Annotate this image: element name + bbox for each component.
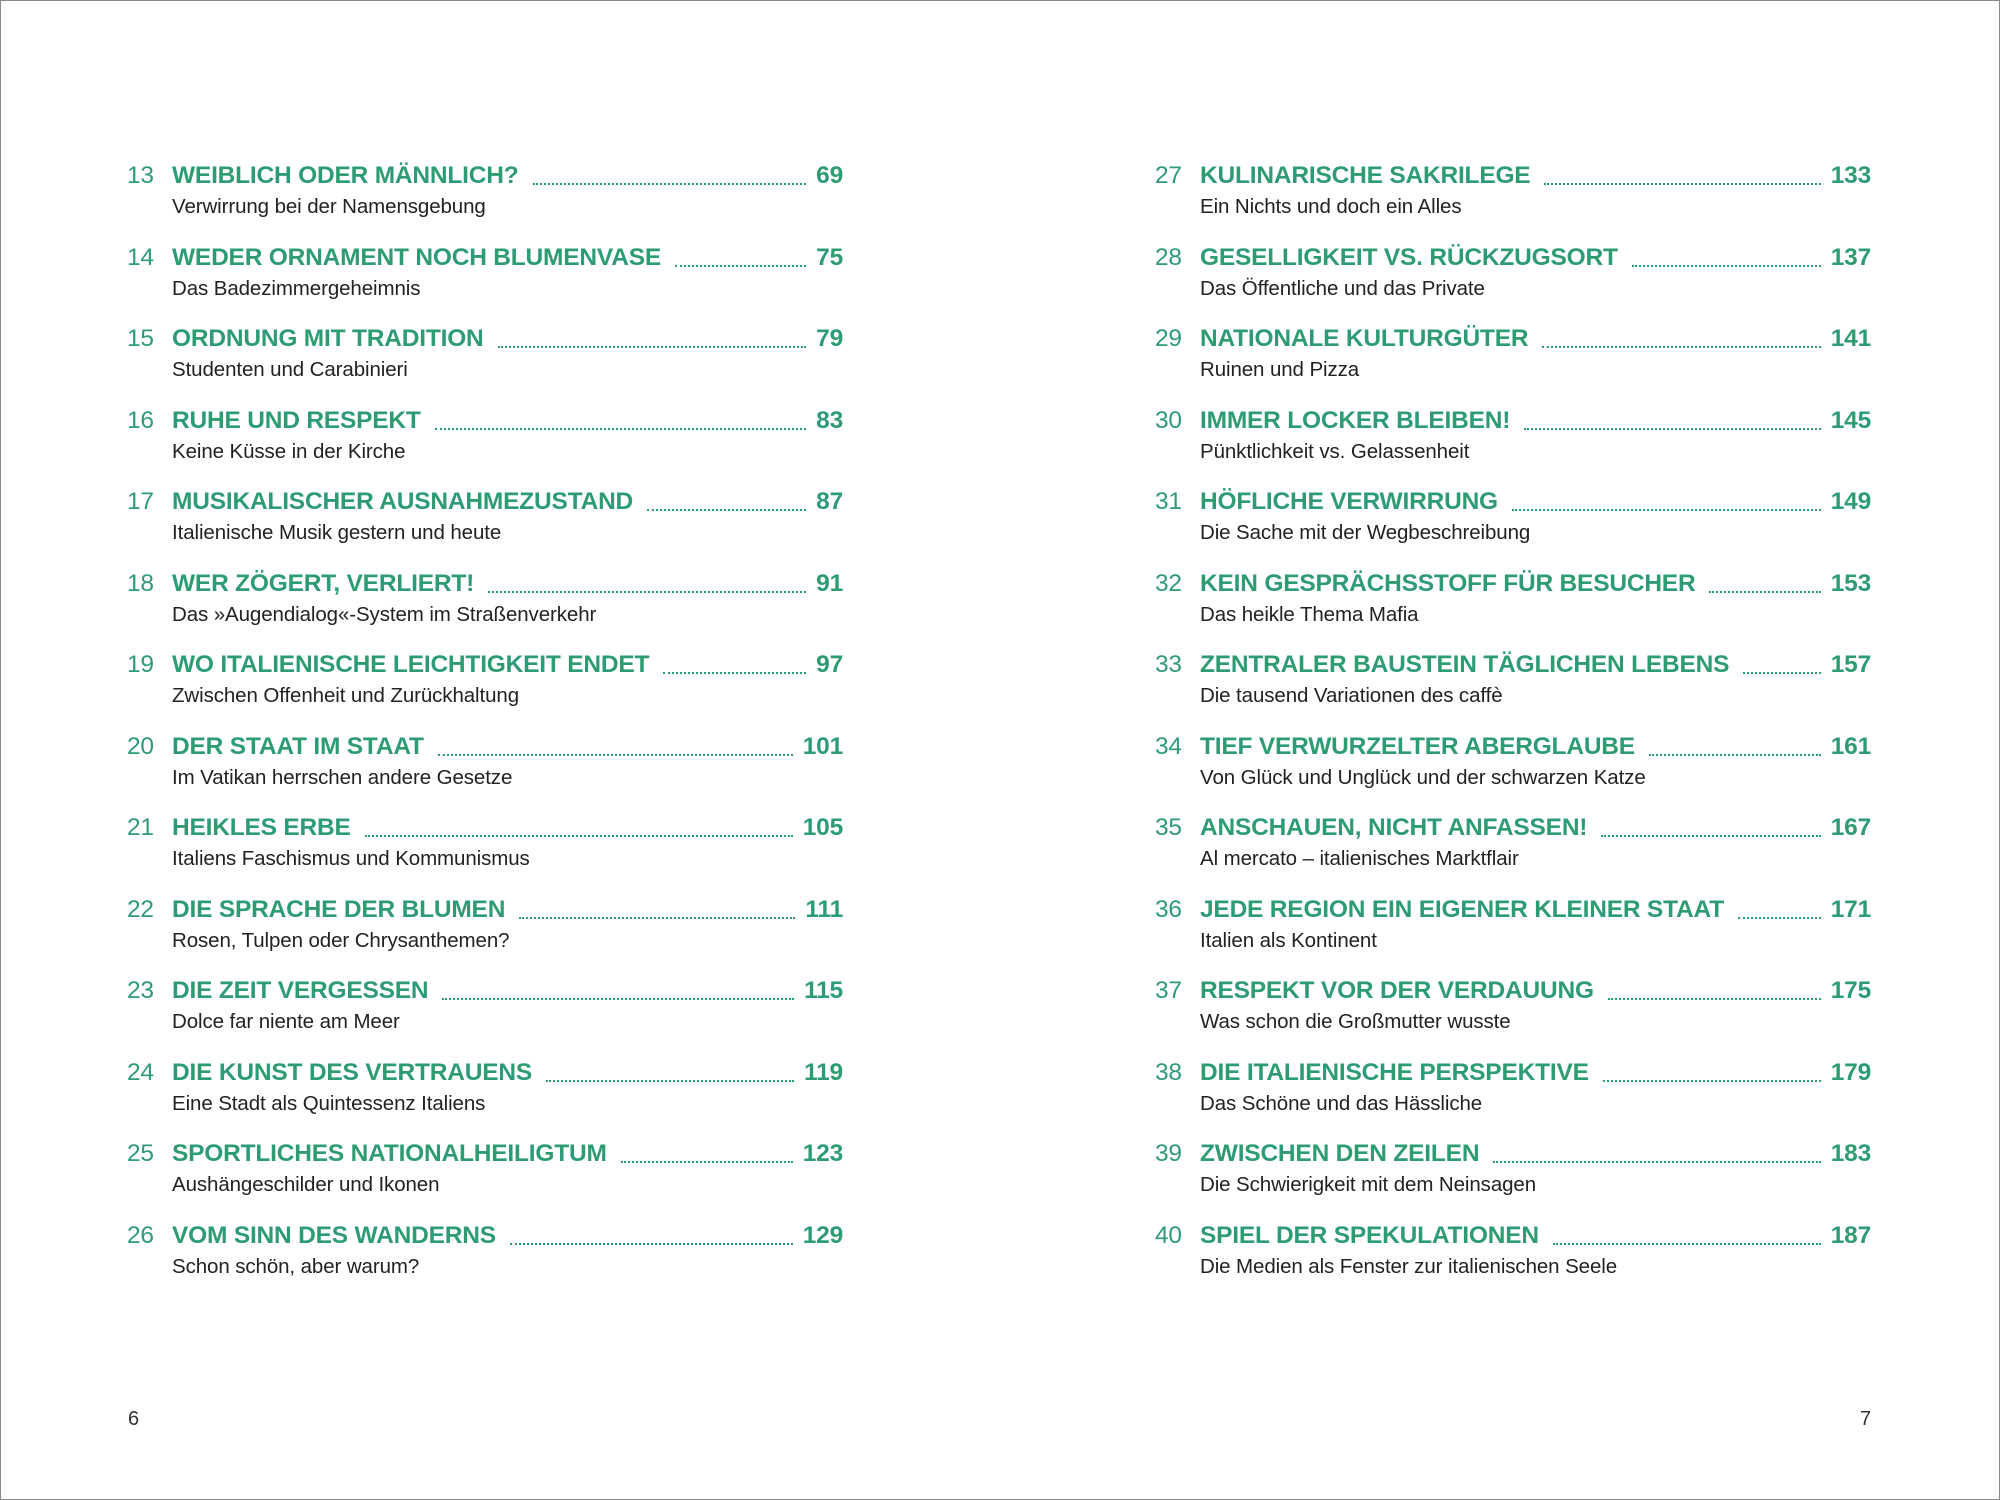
leader-dots: [1743, 672, 1820, 674]
chapter-subtitle: Italien als Kontinent: [1200, 928, 1377, 952]
leader-dots: [533, 183, 807, 185]
chapter-number: 18: [127, 569, 154, 597]
chapter-number: 14: [127, 243, 154, 271]
chapter-number: 33: [1155, 651, 1182, 678]
chapter-number: 40: [1155, 1221, 1182, 1249]
chapter-subtitle: Das Badezimmergeheimnis: [172, 276, 421, 300]
toc-entry: [1155, 240, 1871, 322]
chapter-title: NATIONALE KULTURGÜTER: [1200, 325, 1529, 352]
toc-entry-heading: [127, 1055, 843, 1091]
chapter-number: 21: [127, 814, 154, 841]
chapter-subtitle: Die Schwierigkeit mit dem Neinsagen: [1200, 1173, 1537, 1196]
chapter-page-number: 75: [816, 243, 843, 271]
toc-entry-heading: [127, 566, 843, 602]
chapter-page-number: 105: [802, 814, 843, 841]
toc-entry-heading: [127, 240, 843, 276]
chapter-title: ZENTRALER BAUSTEIN TÄGLICHEN LEBENS: [1200, 651, 1730, 678]
chapter-number: 13: [127, 162, 154, 189]
toc-entry: [127, 484, 843, 566]
chapter-subtitle: Eine Stadt als Quintessenz Italiens: [172, 1091, 486, 1115]
toc-entry: [127, 321, 843, 403]
leader-dots: [1649, 754, 1821, 756]
leader-dots: [621, 1161, 793, 1163]
toc-entry: [1155, 729, 1871, 811]
chapter-title: WEIBLICH ODER MÄNNLICH?: [172, 162, 519, 189]
toc-entry: [127, 158, 843, 240]
chapter-title: WEDER ORNAMENT NOCH BLUMENVASE: [172, 243, 661, 271]
chapter-title: VOM SINN DES WANDERNS: [172, 1221, 496, 1249]
toc-entry-heading: [127, 892, 843, 928]
chapter-title: RUHE UND RESPEKT: [172, 406, 421, 434]
toc-entry-heading: [1155, 403, 1871, 439]
chapter-subtitle: Ein Nichts und doch ein Alles: [1200, 195, 1462, 218]
chapter-number: 16: [127, 406, 154, 434]
toc-entry-heading: [127, 973, 843, 1009]
chapter-number: 35: [1155, 814, 1182, 841]
chapter-page-number: 161: [1830, 732, 1871, 760]
toc-left-column: [127, 158, 843, 1299]
leader-dots: [1524, 428, 1821, 430]
toc-entry-heading: [127, 321, 843, 357]
chapter-title: KULINARISCHE SAKRILEGE: [1200, 162, 1531, 189]
leader-dots: [1608, 998, 1821, 1000]
chapter-number: 15: [127, 325, 154, 352]
toc-entry-heading: [1155, 973, 1871, 1009]
chapter-subtitle: Die Medien als Fenster zur italienischen Seele: [1200, 1254, 1618, 1278]
leader-dots: [1493, 1161, 1820, 1163]
toc-entry-heading: [127, 729, 843, 765]
toc-entry: [127, 240, 843, 322]
toc-entry-heading: [127, 810, 843, 846]
leader-dots: [442, 998, 794, 1000]
toc-entry-heading: [1155, 810, 1871, 846]
chapter-page-number: 183: [1830, 1140, 1871, 1167]
chapter-subtitle: Das heikle Thema Mafia: [1200, 602, 1419, 626]
chapter-page-number: 137: [1830, 243, 1871, 271]
toc-entry-heading: [1155, 158, 1871, 194]
chapter-number: 17: [127, 488, 154, 515]
chapter-subtitle: Die tausend Variationen des caffè: [1200, 684, 1503, 707]
leader-dots: [519, 917, 795, 919]
chapter-subtitle: Studenten und Carabinieri: [172, 358, 408, 381]
toc-entry: [1155, 1055, 1871, 1137]
toc-entry-heading: [1155, 892, 1871, 928]
toc-entry-heading: [1155, 1218, 1871, 1254]
toc-entry-heading: [127, 484, 843, 520]
chapter-number: 22: [127, 895, 154, 923]
chapter-number: 27: [1155, 162, 1182, 189]
leader-dots: [1512, 509, 1821, 511]
chapter-title: IMMER LOCKER BLEIBEN!: [1200, 406, 1511, 434]
chapter-title: SPIEL DER SPEKULATIONEN: [1200, 1221, 1539, 1249]
toc-entry: [127, 1055, 843, 1137]
chapter-page-number: 87: [816, 488, 843, 515]
chapter-subtitle: Das »Augendialog«-System im Straßenverkehr: [172, 602, 597, 626]
chapter-title: SPORTLICHES NATIONALHEILIGTUM: [172, 1140, 607, 1167]
chapter-title: RESPEKT VOR DER VERDAUUNG: [1200, 977, 1594, 1004]
chapter-page-number: 179: [1830, 1058, 1871, 1086]
chapter-page-number: 157: [1830, 651, 1871, 678]
chapter-number: 29: [1155, 325, 1182, 352]
leader-dots: [1601, 835, 1820, 837]
leader-dots: [1553, 1243, 1821, 1245]
leader-dots: [438, 754, 793, 756]
toc-entry: [127, 1218, 843, 1300]
chapter-page-number: 141: [1830, 325, 1871, 352]
chapter-title: DIE SPRACHE DER BLUMEN: [172, 895, 506, 923]
leader-dots: [1544, 183, 1820, 185]
toc-entry: [1155, 1218, 1871, 1300]
chapter-number: 19: [127, 651, 154, 678]
leader-dots: [510, 1243, 793, 1245]
chapter-page-number: 97: [816, 651, 843, 678]
chapter-number: 28: [1155, 243, 1182, 271]
leader-dots: [1738, 917, 1821, 919]
leader-dots: [488, 591, 806, 593]
toc-entry: [1155, 566, 1871, 648]
chapter-page-number: 145: [1830, 406, 1871, 434]
toc-entry: [127, 973, 843, 1055]
chapter-page-number: 115: [804, 977, 843, 1004]
chapter-number: 23: [127, 977, 154, 1004]
leader-dots: [663, 672, 806, 674]
toc-entry-heading: [1155, 321, 1871, 357]
leader-dots: [1709, 591, 1820, 593]
toc-entry-heading: [1155, 647, 1871, 683]
toc-entry-heading: [127, 1218, 843, 1254]
chapter-page-number: 153: [1830, 569, 1871, 597]
chapter-title: DIE ZEIT VERGESSEN: [172, 977, 429, 1004]
chapter-number: 25: [127, 1140, 154, 1167]
leader-dots: [1542, 346, 1820, 348]
chapter-subtitle: Italienische Musik gestern und heute: [172, 521, 502, 544]
chapter-page-number: 79: [816, 325, 843, 352]
toc-entry: [127, 403, 843, 485]
chapter-page-number: 133: [1830, 162, 1871, 189]
chapter-number: 36: [1155, 895, 1182, 923]
toc-entry: [127, 810, 843, 892]
toc-right-column: [1155, 158, 1871, 1299]
chapter-title: WER ZÖGERT, VERLIERT!: [172, 569, 475, 597]
toc-entry-heading: [127, 647, 843, 683]
chapter-subtitle: Al mercato – italienisches Marktflair: [1200, 847, 1519, 870]
chapter-title: TIEF VERWURZELTER ABERGLAUBE: [1200, 732, 1635, 760]
chapter-subtitle: Ruinen und Pizza: [1200, 358, 1360, 381]
chapter-number: 38: [1155, 1058, 1182, 1086]
toc-entry: [127, 566, 843, 648]
chapter-subtitle: Im Vatikan herrschen andere Gesetze: [172, 765, 513, 789]
toc-entry: [1155, 321, 1871, 403]
chapter-number: 32: [1155, 569, 1182, 597]
toc-entry: [1155, 403, 1871, 485]
toc-entry: [127, 892, 843, 974]
chapter-number: 31: [1155, 488, 1182, 515]
chapter-subtitle: Pünktlichkeit vs. Gelassenheit: [1200, 439, 1470, 463]
chapter-subtitle: Das Öffentliche und das Private: [1200, 276, 1485, 300]
chapter-page-number: 123: [802, 1140, 843, 1167]
toc-entry-heading: [1155, 729, 1871, 765]
chapter-subtitle: Keine Küsse in der Kirche: [172, 439, 406, 463]
leader-dots: [647, 509, 806, 511]
toc-entry: [127, 729, 843, 811]
chapter-title: ZWISCHEN DEN ZEILEN: [1200, 1140, 1480, 1167]
leader-dots: [1603, 1080, 1821, 1082]
toc-entry: [1155, 973, 1871, 1055]
leader-dots: [675, 265, 806, 267]
chapter-number: 20: [127, 732, 154, 760]
chapter-title: DIE ITALIENISCHE PERSPEKTIVE: [1200, 1058, 1589, 1086]
toc-entry-heading: [127, 403, 843, 439]
chapter-page-number: 101: [802, 732, 843, 760]
chapter-subtitle: Italiens Faschismus und Kommunismus: [172, 847, 530, 870]
chapter-title: KEIN GESPRÄCHSSTOFF FÜR BESUCHER: [1200, 569, 1696, 597]
chapter-page-number: 129: [802, 1221, 843, 1249]
toc-entry-heading: [1155, 1136, 1871, 1172]
chapter-title: WO ITALIENISCHE LEICHTIGKEIT ENDET: [172, 651, 650, 678]
toc-entry: [127, 647, 843, 729]
chapter-page-number: 83: [816, 406, 843, 434]
page-number-right: 7: [1860, 1408, 1872, 1430]
chapter-page-number: 167: [1830, 814, 1871, 841]
chapter-title: ORDNUNG MIT TRADITION: [172, 325, 484, 352]
page-number-left: 6: [128, 1408, 140, 1430]
toc-entry: [1155, 1136, 1871, 1218]
chapter-title: GESELLIGKEIT VS. RÜCKZUGSORT: [1200, 243, 1618, 271]
chapter-subtitle: Aushängeschilder und Ikonen: [172, 1173, 440, 1196]
toc-entry: [1155, 647, 1871, 729]
chapter-subtitle: Schon schön, aber warum?: [172, 1254, 420, 1278]
chapter-number: 30: [1155, 406, 1182, 434]
chapter-title: DIE KUNST DES VERTRAUENS: [172, 1058, 533, 1086]
chapter-subtitle: Was schon die Großmutter wusste: [1200, 1010, 1511, 1033]
chapter-title: JEDE REGION EIN EIGENER KLEINER STAAT: [1200, 895, 1724, 923]
chapter-number: 39: [1155, 1140, 1182, 1167]
chapter-subtitle: Das Schöne und das Hässliche: [1200, 1091, 1483, 1115]
chapter-subtitle: Zwischen Offenheit und Zurückhaltung: [172, 684, 520, 707]
toc-entry-heading: [127, 158, 843, 194]
leader-dots: [498, 346, 807, 348]
chapter-number: 26: [127, 1221, 154, 1249]
toc-entry: [1155, 810, 1871, 892]
leader-dots: [435, 428, 807, 430]
chapter-subtitle: Verwirrung bei der Namensgebung: [172, 195, 486, 218]
chapter-title: HEIKLES ERBE: [172, 814, 351, 841]
chapter-page-number: 171: [1830, 895, 1871, 923]
toc-entry-heading: [1155, 484, 1871, 520]
chapter-number: 34: [1155, 732, 1182, 760]
leader-dots: [546, 1080, 794, 1082]
chapter-number: 37: [1155, 977, 1182, 1004]
toc-entry: [1155, 484, 1871, 566]
leader-dots: [1632, 265, 1821, 267]
chapter-title: MUSIKALISCHER AUSNAHMEZUSTAND: [172, 488, 634, 515]
chapter-number: 24: [127, 1058, 154, 1086]
chapter-page-number: 149: [1830, 488, 1871, 515]
chapter-page-number: 175: [1830, 977, 1871, 1004]
chapter-title: ANSCHAUEN, NICHT ANFASSEN!: [1200, 814, 1588, 841]
toc-entry: [1155, 158, 1871, 240]
chapter-subtitle: Von Glück und Unglück und der schwarzen Katze: [1200, 765, 1646, 789]
toc-entry: [1155, 892, 1871, 974]
toc-entry-heading: [1155, 566, 1871, 602]
chapter-page-number: 119: [804, 1058, 843, 1086]
toc-entry-heading: [1155, 1055, 1871, 1091]
chapter-title: HÖFLICHE VERWIRRUNG: [1200, 488, 1498, 515]
leader-dots: [365, 835, 793, 837]
chapter-title: DER STAAT IM STAAT: [172, 732, 424, 760]
chapter-subtitle: Die Sache mit der Wegbeschreibung: [1200, 521, 1531, 544]
chapter-page-number: 187: [1830, 1221, 1871, 1249]
toc-entry-heading: [127, 1136, 843, 1172]
chapter-subtitle: Rosen, Tulpen oder Chrysanthemen?: [172, 928, 510, 952]
chapter-page-number: 91: [816, 569, 843, 597]
chapter-subtitle: Dolce far niente am Meer: [172, 1010, 400, 1033]
chapter-page-number: 69: [816, 162, 843, 189]
chapter-page-number: 111: [805, 895, 843, 923]
toc-entry-heading: [1155, 240, 1871, 276]
toc-entry: [127, 1136, 843, 1218]
